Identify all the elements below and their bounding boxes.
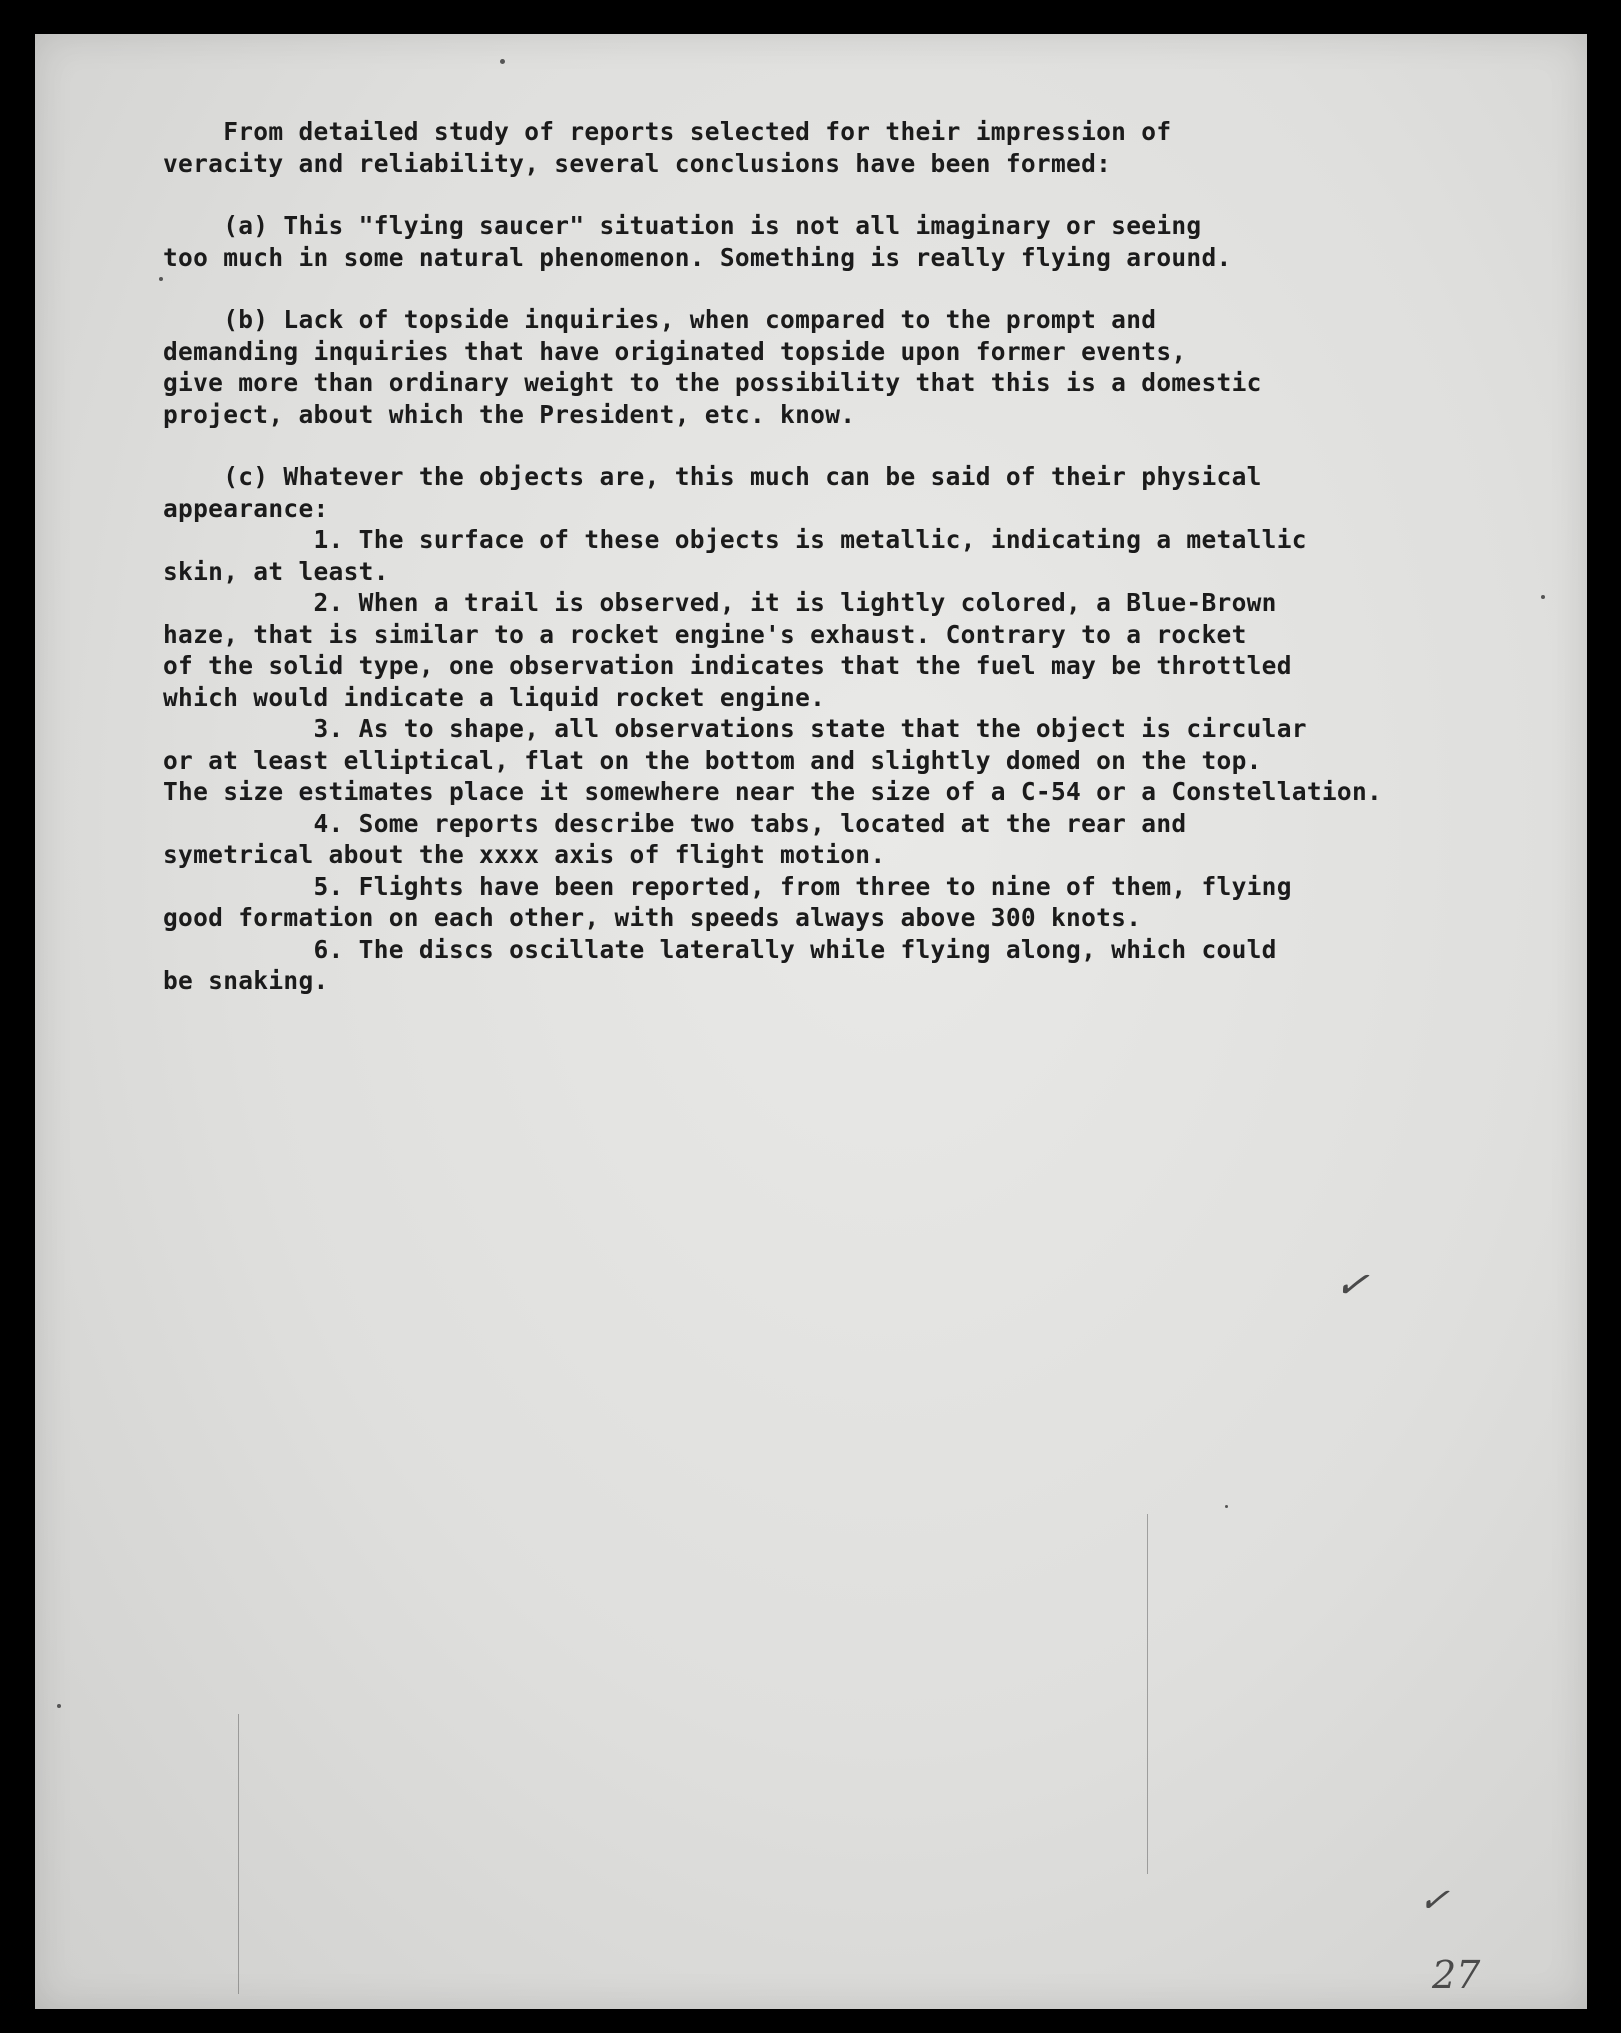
text-line: which would indicate a liquid rocket engine. [163, 682, 826, 712]
ink-speck [500, 59, 505, 64]
text-line: demanding inquiries that have originated topside upon former events, [163, 336, 1187, 366]
text-line: or at least elliptical, flat on the bottom and slightly domed on the top. [163, 745, 1262, 775]
page-number: 27 [1432, 1953, 1481, 1997]
paper-crease [238, 1714, 239, 1994]
text-line: project, about which the President, etc. know. [163, 399, 856, 429]
text-line: be snaking. [163, 966, 329, 995]
text-line: symetrical about the xxxx axis of flight motion. [163, 840, 886, 869]
text-line: too much in some natural phenomenon. Something is really flying around. [163, 242, 1232, 272]
paragraph-c [163, 461, 1543, 997]
text-line: of the solid type, one observation indicates that the fuel may be throttled [163, 651, 1292, 680]
text-line: The size estimates place it somewhere near the size of a C-54 or a Constellation. [163, 777, 1383, 806]
text-line: 4. Some reports describe two tabs, located at the rear and [163, 808, 1187, 838]
ink-speck [57, 1704, 61, 1708]
text-line: 5. Flights have been reported, from three to nine of them, flying [163, 871, 1292, 901]
text-line: skin, at least. [163, 556, 389, 586]
check-mark-icon: ✓ [1331, 1259, 1372, 1311]
text-line: haze, that is similar to a rocket engine's exhaust. Contrary to a rocket [163, 619, 1247, 649]
check-mark-icon: ✓ [1416, 1878, 1452, 1923]
paragraph-b [163, 304, 1543, 430]
text-line: (b) Lack of topside inquiries, when compared to the prompt and [163, 305, 1157, 334]
text-line: give more than ordinary weight to the possibility that this is a domestic [163, 368, 1262, 397]
text-line: 6. The discs oscillate laterally while flying along, which could [163, 934, 1277, 964]
paper-crease [1147, 1514, 1148, 1874]
paragraph-intro [163, 116, 1543, 179]
text-line: veracity and reliability, several conclusions have been formed: [163, 148, 1112, 178]
typed-text-block [163, 116, 1543, 997]
text-line: (a) This "flying saucer" situation is not all imaginary or seeing [163, 211, 1202, 240]
text-line: 3. As to shape, all observations state that the object is circular [163, 714, 1307, 743]
text-line: good formation on each other, with speeds always above 300 knots. [163, 903, 1142, 932]
text-line: (c) Whatever the objects are, this much can be said of their physical [163, 462, 1262, 491]
text-line: appearance: [163, 493, 329, 523]
text-line: 2. When a trail is observed, it is lightly colored, a Blue-Brown [163, 588, 1277, 617]
ink-speck [1225, 1505, 1228, 1508]
paragraph-a [163, 210, 1543, 273]
text-line: From detailed study of reports selected for their impression of [163, 117, 1172, 146]
text-line: 1. The surface of these objects is metallic, indicating a metallic [163, 525, 1307, 554]
